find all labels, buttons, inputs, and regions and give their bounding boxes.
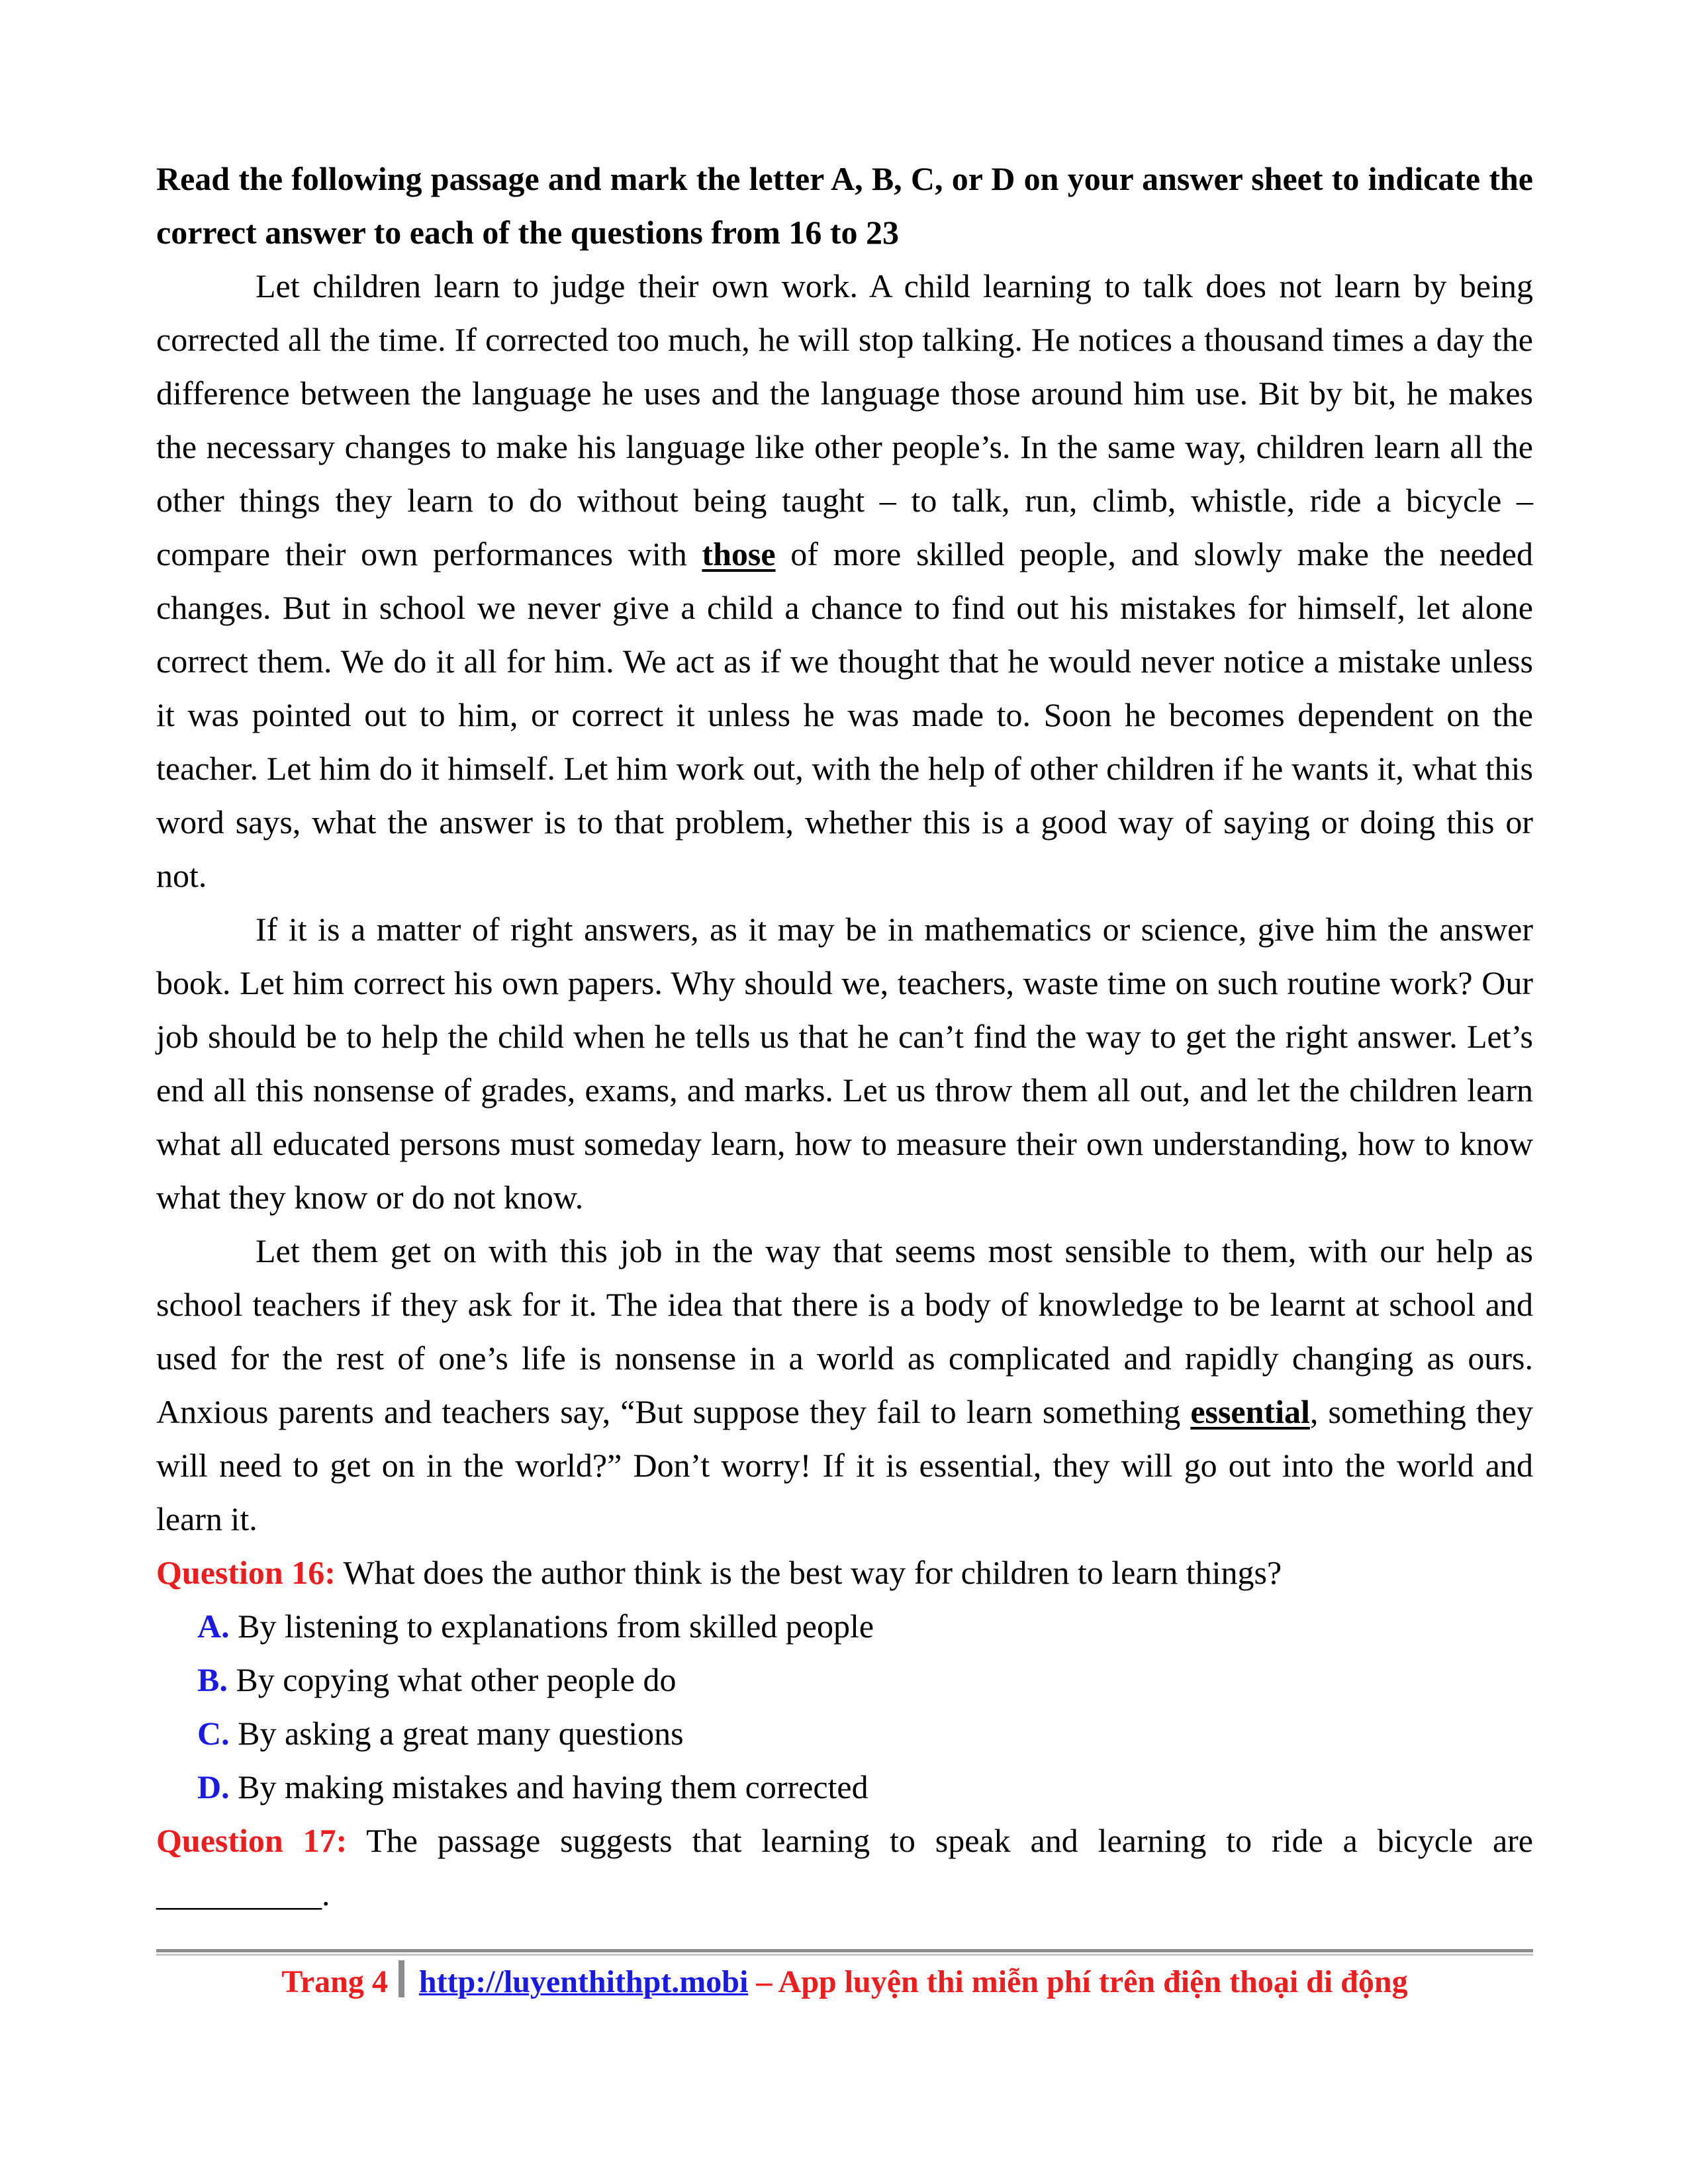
- page-content: [156, 152, 1533, 1921]
- paragraph-1-text-a: Let children learn to judge their own work. A child learning to talk does not learn by being corrected all the time. If corrected too much, he will stop talking. He notices a thousand times a day the difference between the language he uses and the language those around him use. Bit by bit, he makes the necessary changes to make his language like other people’s. In the same way, children learn all the other things they learn to do without being taught – to talk, run, climb, whistle, ride a bicycle – compare their own performances with: [156, 267, 1533, 572]
- footer-separator: [399, 1960, 404, 1997]
- page-footer: [156, 1959, 1533, 2005]
- option-text: By copying what other people do: [236, 1661, 677, 1698]
- footer-link[interactable]: http://luyenthithpt.mobi: [418, 1964, 749, 1999]
- question-17: [156, 1814, 1533, 1921]
- question-17-label: Question 17:: [156, 1822, 348, 1859]
- question-16-option-c[interactable]: [156, 1707, 1533, 1760]
- answer-blank: __________.: [156, 1876, 330, 1913]
- question-17-text: The passage suggests that learning to speak and learning to ride a bicycle are: [366, 1822, 1533, 1859]
- paragraph-3-text-a: Let them get on with this job in the way that seems most sensible to them, with our help as school teachers if they ask for it. The idea that there is a body of knowledge to be learnt at school and used for the rest of one’s life is nonsense in a world as complicated and rapidly changing as ours. Anxious parents and teachers say, “But suppose they fail to learn something: [156, 1232, 1533, 1430]
- option-letter: D.: [197, 1768, 230, 1805]
- question-16-label: Question 16:: [156, 1554, 336, 1591]
- option-letter: C.: [197, 1715, 230, 1752]
- question-16-option-a[interactable]: [156, 1600, 1533, 1653]
- highlighted-word-those: those: [702, 535, 776, 572]
- option-text: By asking a great many questions: [238, 1715, 684, 1752]
- passage-paragraph-1: [156, 259, 1533, 903]
- passage-paragraph-3: [156, 1224, 1533, 1546]
- passage-paragraph-2: If it is a matter of right answers, as it may be in mathematics or science, give him the answer book. Let him correct his own papers. Why should we, teachers, waste time on such routine work? Our job should be to help the child when he tells us that he can’t find the way to get the right answer. Let’s end all this nonsense of grades, exams, and marks. Let us throw them all out, and let the children learn what all educated persons must someday learn, how to measure their own understanding, how to know what they know or do not know.: [156, 911, 1533, 1216]
- question-16: [156, 1546, 1533, 1600]
- paragraph-3-text-b: , something they will need to get on in the world?” Don’t worry! If it is essential, they will go out into the world and learn it.: [156, 1393, 1533, 1537]
- question-16-option-d[interactable]: [156, 1760, 1533, 1814]
- option-letter: A.: [197, 1608, 230, 1645]
- option-text: By listening to explanations from skilled people: [238, 1608, 874, 1645]
- option-text: By making mistakes and having them corrected: [238, 1768, 868, 1805]
- question-16-text: What does the author think is the best way for children to learn things?: [343, 1554, 1282, 1591]
- page-number: Trang 4: [281, 1964, 388, 1999]
- option-letter: B.: [197, 1661, 228, 1698]
- paragraph-1-text-b: of more skilled people, and slowly make the needed changes. But in school we never give a child a chance to find out his mistakes for himself, let alone correct them. We do it all for him. We act as if we thought that he would never notice a mistake unless it was pointed out to him, or correct it unless he was made to. Soon he becomes dependent on the teacher. Let him do it himself. Let him work out, with the help of other children if he wants it, what this word says, what the answer is to that problem, whether this is a good way of saying or doing this or not.: [156, 535, 1533, 894]
- footer-rule-thin: [156, 1954, 1533, 1956]
- footer-rule: [156, 1949, 1533, 1952]
- question-16-option-b[interactable]: [156, 1653, 1533, 1707]
- instructions: Read the following passage and mark the letter A, B, C, or D on your answer sheet to indicate the correct answer to each of the questions from 16 to 23: [156, 160, 1533, 251]
- footer-tagline: – App luyện thi miễn phí trên điện thoại di động: [756, 1964, 1408, 1999]
- highlighted-word-essential: essential: [1190, 1393, 1310, 1430]
